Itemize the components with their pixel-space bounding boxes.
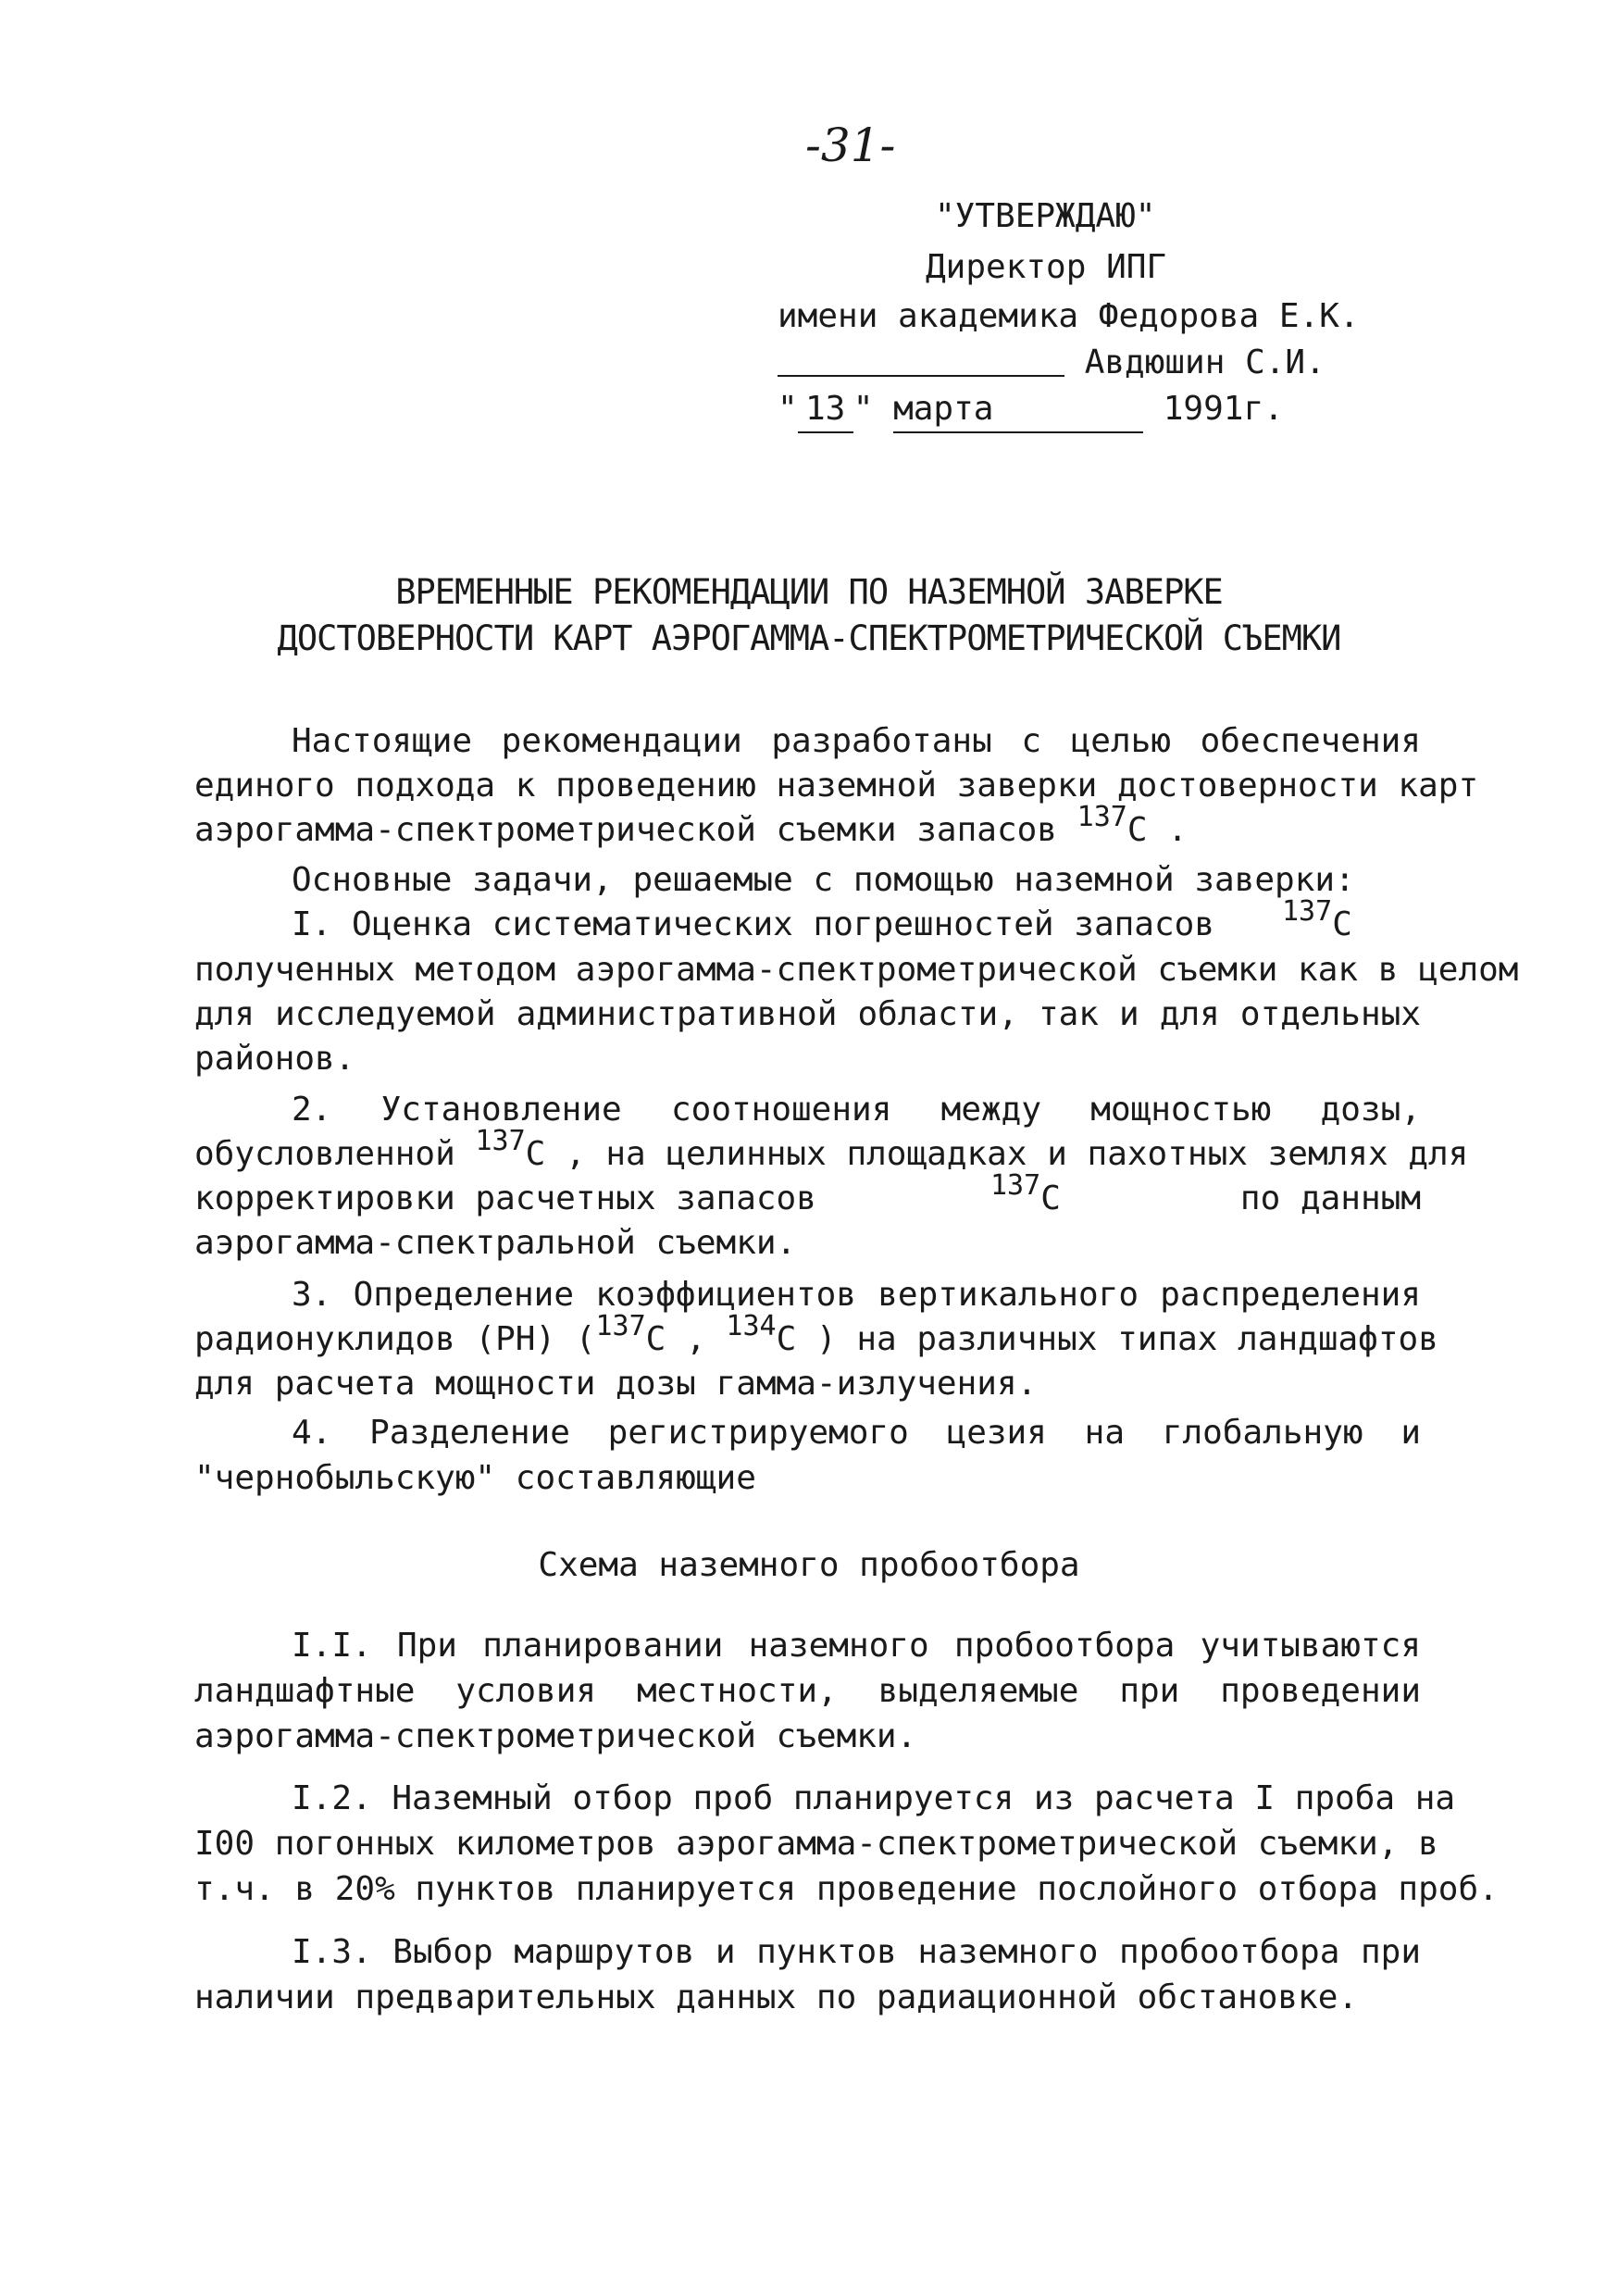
intro-line1: Настоящие рекомендации разработаны с целью обеспечения	[292, 722, 1421, 760]
p11-line1: I.I. При планировании наземного пробоотбора учитываются	[292, 1627, 1421, 1665]
approval-date: " 13 " марта 1991г.	[778, 387, 1284, 433]
task4-line2: "чернобыльскую" составляющие	[194, 1459, 756, 1497]
page-number: -31-	[805, 119, 896, 172]
p12-line1: I.2. Наземный отбор проб планируется из расчета I проба на	[292, 1779, 1456, 1817]
p13-line2: наличии предварительных данных по радиационной обстановке.	[194, 1978, 1359, 2016]
document-title-line1: ВРЕМЕННЫЕ РЕКОМЕНДАЦИИ ПО НАЗЕМНОЙ ЗАВЕРКЕ	[395, 572, 1223, 612]
approval-stamp: "УТВЕРЖДАЮ"	[935, 197, 1156, 235]
task1-line4: районов.	[194, 1040, 355, 1078]
approval-signature-row	[778, 341, 1326, 385]
document-title-line2: ДОСТОВЕРНОСТИ КАРТ АЭРОГАММА-СПЕКТРОМЕТРИЧЕСКОЙ СЪЕМКИ	[277, 618, 1341, 658]
date-day: 13	[798, 387, 853, 433]
task2-line4: аэрогамма-спектральной съемки.	[194, 1224, 797, 1262]
task3-line2: радионуклидов (РН) ($^{137}$C , $^{134}$C ) на различных типах ландшафтов	[194, 1310, 1438, 1358]
intro-line2: единого подхода к проведению наземной заверки достоверности карт	[194, 767, 1479, 805]
p12-line2: I00 погонных километров аэрогамма-спектрометрической съемки, в	[194, 1825, 1438, 1863]
approval-position: Директор ИПГ	[926, 248, 1167, 286]
task1-line2: полученных методом аэрогамма-спектрометрической съемки как в целом	[194, 951, 1519, 989]
task4-line1: 4. Разделение регистрируемого цезия на глобальную и	[292, 1414, 1421, 1452]
tasks-intro: Основные задачи, решаемые с помощью наземной заверки:	[292, 861, 1355, 899]
task2-line1: 2. Установление соотношения между мощностью дозы,	[292, 1091, 1421, 1129]
task1-line1: I. Оценка систематических погрешностей запасов $^{137}$C	[292, 895, 1352, 943]
p11-line3: аэрогамма-спектрометрической съемки.	[194, 1717, 917, 1755]
date-year: 1991г.	[1163, 390, 1284, 428]
approval-institute: имени академика Федорова Е.К.	[778, 297, 1360, 335]
p12-line3: т.ч. в 20% пунктов планируется проведение послойного отбора проб.	[194, 1870, 1499, 1908]
intro-line3: аэрогамма-спектрометрической съемки запасов $^{137}$C .	[194, 801, 1188, 849]
signature-line	[778, 347, 1064, 377]
p11-line2: ландшафтные условия местности, выделяемые при проведении	[194, 1672, 1421, 1710]
task1-line3: для исследуемой административной области, так и для отдельных	[194, 995, 1421, 1033]
isotope-mass: 137	[1077, 801, 1127, 833]
date-month: марта	[893, 387, 1143, 433]
p13-line1: I.3. Выбор маршрутов и пунктов наземного пробоотбора при	[292, 1933, 1421, 1971]
task3-line1: 3. Определение коэффициентов вертикального распределения	[292, 1276, 1421, 1314]
section-title: Схема наземного пробоотбора	[538, 1546, 1080, 1584]
task2-line3: корректировки расчетных запасов $^{137}$C по данным	[194, 1169, 1421, 1217]
task3-line3: для расчета мощности дозы гамма-излучения.	[194, 1365, 1038, 1403]
task2-line2: обусловленной $^{137}$C , на целинных площадках и пахотных землях для	[194, 1125, 1469, 1173]
approval-signer: Авдюшин С.И.	[1084, 343, 1326, 381]
